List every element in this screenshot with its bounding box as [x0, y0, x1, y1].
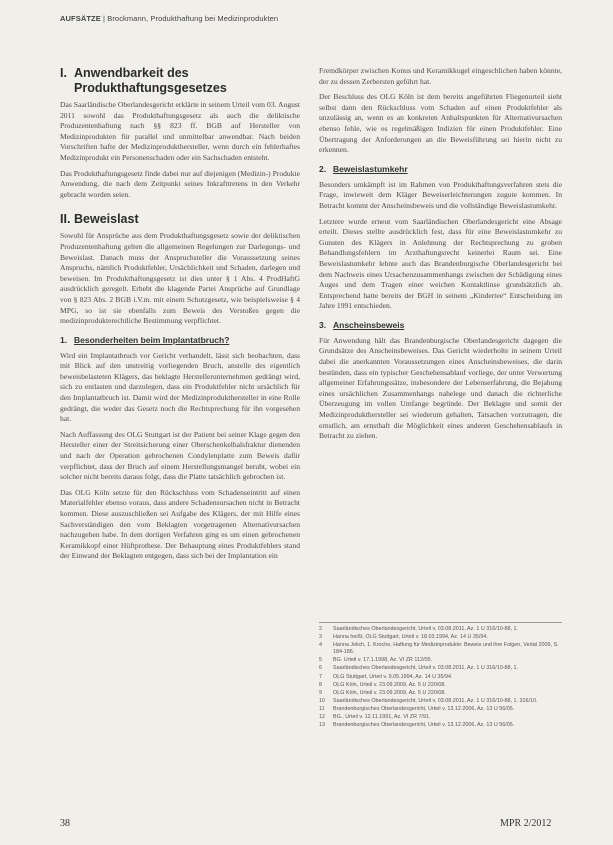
- paragraph: Der Beschluss des OLG Köln ist dem bereits angeführten Fliegenurteil sieht selbst dann den Rückschluss vom Schaden auf einen Produktfehler als unzulässig an, wenn es an konkreten Anhaltspunkten für Alternativursachen ebenso fehle, wie es regelmäßigen Indizien für einen Produktfehler. Eine Übertragung der Anforderungen an die Beweisführung sei hierin nicht zu erkennen.: [319, 92, 562, 155]
- heading-beweislast: II. Beweislast: [60, 212, 139, 227]
- paragraph: Nach Auffassung des OLG Stuttgart ist der Patient bei seiner Klage gegen den Hersteller einer der Streitsicherung einer Oberschenkelhalsfraktur dienenden und nach der Operation gebrochenen Condylenplatte zum Beweis dafür verpflichtet, dass der Bruch auf einem Herstellungsmangel beruht, wobei ein solcher nicht bereits daraus folgt, dass die Platte tatsächlich gebrochen ist.: [60, 429, 300, 482]
- footnote-text: Hanna heißt, OLG Stuttgart, Urteil v. 18.03.1994, Az. 14 U 35/94.: [333, 634, 488, 641]
- heading-anwendbarkeit: I. Anwendbarkeit des Produkthaftungsgesetzes: [60, 66, 227, 95]
- footnote: [319, 714, 562, 721]
- footnote-number: 2: [319, 626, 322, 632]
- right-column: [319, 66, 562, 447]
- footnote: [319, 642, 562, 656]
- footnote: [319, 722, 562, 729]
- footnote-text: Saarländisches Oberlandesgericht, Urteil v. 03.08.2011, Az. 1 U 316/10-88, 1.: [333, 665, 518, 672]
- footnote-number: 12: [319, 714, 325, 721]
- footnote: [319, 706, 562, 713]
- paragraph: Wird ein Implantatbruch vor Gericht verhandelt, lässt sich beobachten, dass mit Blick auf den unstreitig vorliegenden Bruch, anstelle des eigentlich beweisbelasteten Klägers, das beklagte Herstellerunternehmen gedrängt wird, sich zu entlasten und darzulegen, dass ein Produktfehler nicht ursächlich für den Implantatbruch ist. Damit wird der Medizinprodukthersteller in eine Rolle gedrängt, die weder das Gesetz noch die Rechtsprechung für ihn vorgesehen hat.: [60, 350, 300, 424]
- header-section: AUFSÄTZE: [60, 14, 101, 23]
- footnote: [319, 634, 562, 641]
- footnotes: [319, 622, 562, 730]
- footnote-text: Hanna Jelich, 1. Kroche, Haftung für Medizinprodukte: Beweis und ihre Folgen, Verlat 2009, S. 184-186.: [333, 642, 559, 656]
- footnote-number: 4: [319, 642, 322, 649]
- footnote-text: OLG Stuttgart, Urteil v. 9.05.1994, Az. 14 U 35/94.: [333, 673, 453, 680]
- footnote: [319, 690, 562, 697]
- paragraph: Das Saarländische Oberlandesgericht erklärte in seinem Urteil vom 03. August 2011 sowohl das Produkthaftungsgesetz als auch die deliktische Produzentenhaftung nach §§ 823 ff. BGB auf Hersteller von Medizinprodukten für parallel und unmittelbar anwendbar. Nach beiden Vorschriften hafte der Medizinprodukthersteller, wenn durch ein fehlerhaftes Medizinprodukt ein Personenschaden oder ein Sachschaden entsteht.: [60, 100, 300, 162]
- footnote: [319, 682, 562, 689]
- paragraph: Besonders umkämpft ist im Rahmen von Produkthaftungsverfahren stets die Frage, inwieweit dem Kläger Beweiserleichterungen zugute kommen. In Betracht kommt der Anscheinsbeweis und die vollständige Beweislastumkehr.: [319, 179, 562, 210]
- subheading-anscheinsbeweis: 3. Anscheinsbeweis: [319, 319, 405, 330]
- paragraph: Das OLG Köln setzte für den Rückschluss vom Schadenseintritt auf einen Materialfehler ebenso voraus, dass andere Schadensursachen nicht in Betracht kommen. Diese auszuschließen sei Aufgabe des Klägers, der mit Hilfe eines Sachverständigen den vom Beklagten vorgetragenen Alternativursachen nachzugehen habe. In dem dortigen Verfahren ging es um einen gebrochenen Keramikkopf einer Hüftprothese. Der Behauptung eines Produktfehlers stand der Einwand der Beklagten entgegen, dass sich bei der Implantation ein: [60, 487, 300, 561]
- footnote-text: Saarländisches Oberlandesgericht, Urteil v. 03.08.2011, Az. 1 U 316/10-88, 1. 316/10.: [333, 697, 538, 704]
- paragraph: Sowohl für Ansprüche aus dem Produkthaftungsgesetz sowie der deliktischen Produzentenhaftung gelten die allgemeinen Regelungen zur Darlegungs- und Beweislast. Danach muss der Anspruchsteller die Voraussetzung seines Anspruchs, nämlich Produktfehler, Ursächlichkeit und Schaden, darlegen und beweisen. Im Produkthaftungsgesetz ist dies unter § 1 Abs. 4 ProdHaftG ausdrücklich geregelt. Erhebt die klagende Partei Ansprüche auf Grundlage von § 823 Abs. 2 BGB i.V.m. mit einem Schutzgesetz, wie beispielsweise § 4 MPG, so ist sie ebenfalls zum Beweis des Verstoßes gegen die medizinprodukterechtliche Bestimmung verpflichtet.: [60, 231, 300, 326]
- footnote: [319, 657, 562, 664]
- footnote-number: 9: [319, 689, 322, 696]
- footnote-number: 7: [319, 673, 322, 680]
- footnote-text: OLG Köln, Urteil v. 23.09.2009, Az. 5 U 220/08.: [333, 689, 446, 696]
- left-column: [60, 66, 300, 567]
- footnote-text: Saarländisches Oberlandesgericht, Urteil v. 03.08.2011, Az. 1 U 316/10-88, 1.: [333, 626, 518, 632]
- paragraph: Fremdkörper zwischen Konus und Keramikkugel eingeschlichen haben könnte, der zu dessen Zerbersten geführt hat.: [319, 66, 562, 86]
- footnote-number: 3: [319, 634, 322, 641]
- footnote-number: 8: [319, 681, 322, 688]
- footnote-text: BG., Urteil v. 12.11.1991, Az. VI ZR 7/91.: [333, 714, 431, 721]
- running-header: AUFSÄTZE | Brockmann, Produkthaftung bei Medizinprodukten: [60, 14, 279, 23]
- footnote-text: Brandenburgisches Oberlandesgericht, Urteil v. 13.12.2006, Az. 13 U 56/05.: [333, 705, 515, 712]
- paragraph: Letztere wurde erneut vom Saarländischen Oberlandesgericht eine Absage erteilt. Dieses stellte ausdrücklich fest, dass für eine Beweislastumkehr zu Gunsten des Klägers in Anlehnung der Rechtsprechung zu groben Behandlungsfehlern im Arzthaftungsrecht keinerlei Raum sei. Eine Beweislastumkehr lehnte auch das Brandenburgische Oberlandesgericht bei dem Nachweis eines Ursachenzusammenhangs zwischen der Schädigung eines Auges und dem Tragen einer weichen Kontaktlinse grundsätzlich ab. Entsprechend hatte bereits der BGH in seinem „Kindertee“ Entscheidung im Jahre 1991 entschieden.: [319, 216, 562, 311]
- paragraph: Für Anwendung hält das Brandenburgische Oberlandesgericht dagegen die Grundsätze des Anscheinsbeweises. Das Gericht wiederholte in seinem Urteil dabei die anerkannten Voraussetzungen eines Anscheinsbeweises, die darin bestünden, dass ein typischer Geschehensablauf vorliege, der unter Verwertung allgemeiner Erfahrungssätze, insbesondere der Lebenserfahrung, die Bejahung eines ursächlichen Zusammenhangs nahelege und danach die richterliche Überzeugung im vollen Umfange begründe. Der Beklagte und somit der Medizinprodukthersteller sei wiederum gehalten, Tatsachen vorzutragen, die ernstlich, am ernsthaft die Möglichkeit eines anderen Geschehensablaufs in Betracht zu ziehen.: [319, 335, 562, 441]
- footnote-number: 11: [319, 705, 325, 712]
- header-title: Brockmann, Produkthaftung bei Medizinprodukten: [107, 14, 279, 23]
- footnote-number: 5: [319, 657, 322, 664]
- page-number: 38: [60, 818, 70, 829]
- footnote: [319, 674, 562, 681]
- footnote-number: 13: [319, 722, 325, 729]
- footnote: [319, 698, 562, 705]
- footnote-text: Brandenburgisches Oberlandesgericht, Urteil v. 13.12.2006, Az. 13 U 56/05.: [333, 722, 515, 729]
- footnote: [319, 665, 562, 672]
- journal-issue: MPR 2/2012: [500, 818, 552, 829]
- footnote-number: 6: [319, 665, 322, 672]
- subheading-beweislastumkehr: 2. Beweislastumkehr: [319, 163, 408, 174]
- footnote-text: OLG Köln, Urteil v. 23.09.2009, Az. 5 U 220/08.: [333, 681, 446, 688]
- footnote-number: 10: [319, 697, 325, 704]
- paragraph: Das Produkthaftungsgesetz finde dabei nur auf diejenigen (Medizin-) Produkte Anwendung, die nach dem Zeitpunkt seines Inkrafttretens in den Verkehr gebracht worden seien.: [60, 168, 300, 199]
- subheading-implantatbruch: 1. Besonderheiten beim Implantatbruch?: [60, 334, 230, 345]
- footnote-text: BG. Urteil v. 17.1.1998, Az. VI ZR 112/05.: [333, 657, 432, 664]
- footnote: [319, 626, 562, 633]
